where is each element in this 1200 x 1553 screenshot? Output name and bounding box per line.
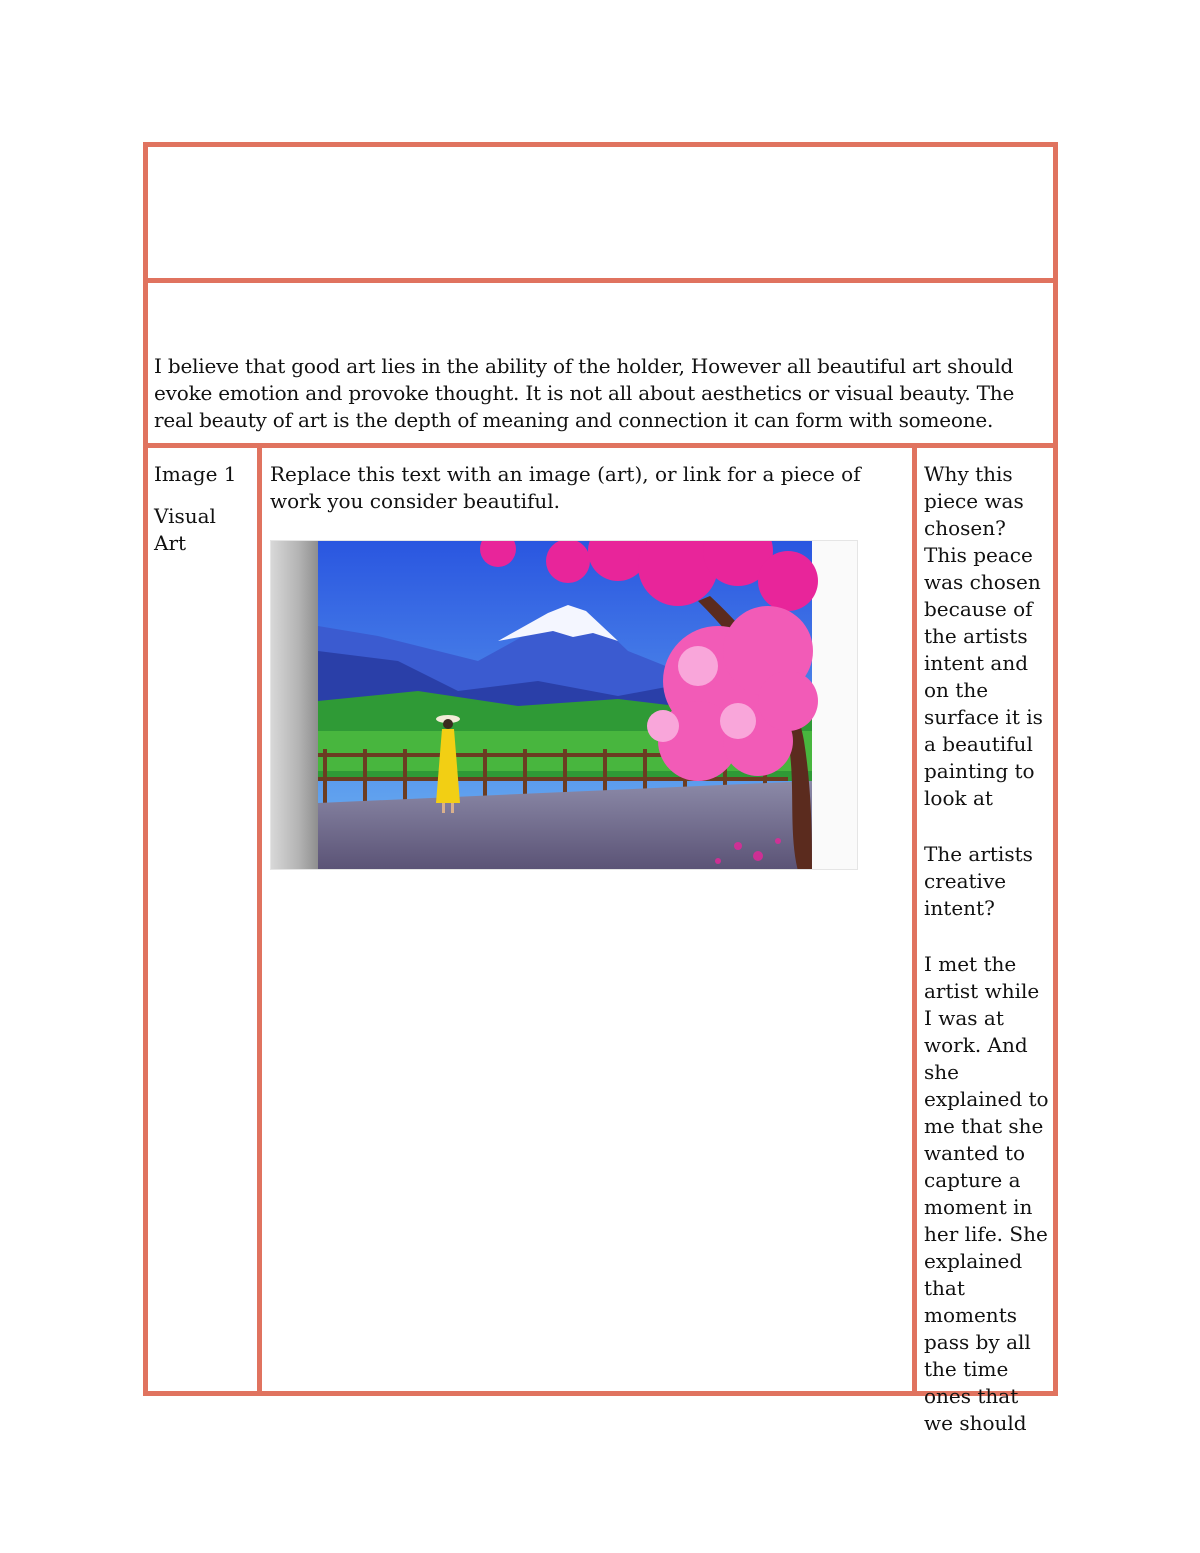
row-divider-top [148,278,1053,283]
art-statement: I believe that good art lies in the ability of the holder, However all beautiful art should evoke emotion and provoke thought. It is not all about aesthetics or visual beauty. The real beauty of art is the depth of meaning and connection it can form with someone. [154,354,1015,432]
rationale-paragraph-1: Why this piece was chosen? This peace was chosen because of the artists intent and on the surface it is a beautiful painting to look at [924,462,1043,810]
image-label-cell [154,461,254,572]
artwork-image [270,540,858,870]
art-kind-label: Visual Art [154,504,216,555]
rationale-cell [924,461,1052,1466]
row-divider-middle [148,443,1053,448]
cherry-blossom-painting [271,541,858,870]
image-number-label: Image 1 [154,462,237,486]
image-instruction: Replace this text with an image (art), or link for a piece of work you consider beautiful. [270,462,861,513]
column-divider-right [912,443,917,1391]
column-divider-left [257,443,262,1391]
rationale-paragraph-2: The artists creative intent? [924,842,1033,920]
document-table [143,142,1058,1435]
rationale-paragraph-3: I met the artist while I was at work. And she explained to me that she wanted to capture a moment in her life. She explained that moments pass by all the time ones that we should [924,952,1049,1435]
